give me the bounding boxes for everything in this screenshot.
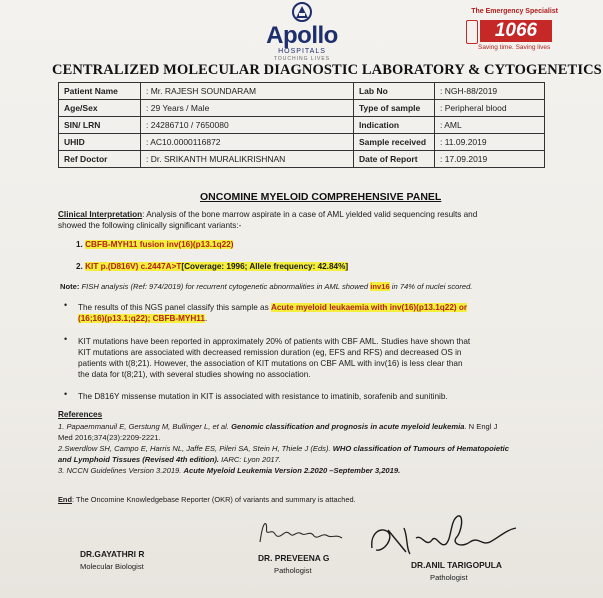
- note-text-a: FISH analysis (Ref: 974/2019) for recurrent cytogenetic abnormalities in AML showed: [81, 282, 369, 291]
- field-label: Indication: [353, 117, 434, 134]
- bullet-1-highlight: Acute myeloid leukaemia with inv(16)(p13.1q22) or: [270, 303, 468, 312]
- signature-preveena: [256, 518, 346, 546]
- patient-row: [59, 151, 545, 168]
- bullet-dot: •: [64, 334, 68, 344]
- reference-2-publisher: IARC: Lyon 2017.: [221, 455, 281, 464]
- end-note-text: : The Oncomine Knowledgebase Reporter (OKR) of variants and summary is attached.: [71, 495, 356, 504]
- bullet-2-line-1: KIT mutations have been reported in approximately 20% of patients with CBF AML. Studies have shown that: [78, 337, 471, 346]
- field-value: : Dr. SRIKANTH MURALIKRISHNAN: [141, 151, 354, 168]
- bullet-1-end: .: [204, 314, 208, 323]
- bullet-2-line-4: the data for t(8;21), with several studies showing no association.: [78, 370, 311, 379]
- emergency-badge: [466, 8, 558, 54]
- apollo-emblem-icon: [288, 2, 316, 26]
- field-value: : 11.09.2019: [434, 134, 544, 151]
- bullet-dot: •: [64, 389, 68, 399]
- interpretation-line-2: showed the following clinically significant variants:-: [58, 221, 242, 230]
- lab-title: CENTRALIZED MOLECULAR DIAGNOSTIC LABORATORY & CYTOGENETICS: [52, 62, 602, 78]
- reference-2-authors: 2.Swerdlow SH, Campo E, Harris NL, Jaffe ES, Pileri SA, Stein H, Thiele J (Eds).: [58, 444, 331, 453]
- emergency-number: 1066: [480, 20, 552, 42]
- signatory-3-name: DR.ANIL TARIGOPULA: [411, 560, 502, 570]
- patient-row: [59, 117, 545, 134]
- reference-1-line-1: [58, 421, 497, 432]
- patient-row: [59, 83, 545, 100]
- end-note: [58, 494, 356, 505]
- signatory-2-role: Pathologist: [274, 566, 312, 575]
- bullet-3: The D816Y missense mutation in KIT is associated with resistance to imatinib, sorafenib and sunitinib.: [78, 392, 448, 401]
- note-text-b: in 74% of nuclei scored.: [391, 282, 473, 291]
- end-note-label: End: [58, 495, 72, 504]
- field-label: Sample received: [353, 134, 434, 151]
- note-highlight: inv16: [370, 282, 390, 291]
- bullet-1: [78, 302, 568, 324]
- logo-tagline: TOUCHING LIVES: [273, 56, 331, 62]
- patient-row: [59, 100, 545, 117]
- field-value: : 29 Years / Male: [141, 100, 354, 117]
- variant-1: [76, 239, 233, 250]
- logo-sub: HOSPITALS: [278, 48, 326, 55]
- bullet-dot: •: [64, 300, 68, 310]
- reference-2-title: WHO classification of Tumours of Hematopoietic: [332, 444, 509, 453]
- field-value: : AC10.0000116872: [141, 134, 354, 151]
- field-value: : Peripheral blood: [434, 100, 544, 117]
- field-label: Type of sample: [353, 100, 434, 117]
- interpretation-label: Clinical Interpretation: [58, 210, 143, 219]
- reference-1-line-2: Med 2016;374(23):2209-2221.: [58, 433, 161, 442]
- field-label: SIN/ LRN: [59, 117, 141, 134]
- reference-1-journal: . N Engl J: [464, 422, 498, 431]
- references-title: References: [58, 410, 103, 419]
- logo-word: Apollo: [266, 22, 338, 49]
- patient-row: [59, 134, 545, 151]
- signatory-2-name: DR. PREVEENA G: [258, 553, 330, 563]
- reference-2-title-2: and Lymphoid Tissues (Revised 4th edition).: [58, 455, 220, 464]
- reference-3-b: Acute Myeloid Leukemia Version 2.2020 –September 3,2019.: [183, 466, 401, 475]
- variant-2-coverage: [Coverage: 1996; Allele frequency: 42.84%]: [181, 262, 349, 271]
- field-label: Age/Sex: [59, 100, 141, 117]
- signatory-1-role: Molecular Biologist: [80, 562, 144, 571]
- apollo-logo: [262, 2, 342, 60]
- panel-title: ONCOMINE MYELOID COMPREHENSIVE PANEL: [200, 191, 442, 203]
- field-value: : AML: [434, 117, 544, 134]
- bullet-1-text: The results of this NGS panel classify this sample as: [78, 303, 269, 312]
- reference-3: [58, 465, 400, 476]
- field-label: Ref Doctor: [59, 151, 141, 168]
- variant-2-number: 2.: [76, 262, 83, 271]
- reference-2-line-2: [58, 454, 281, 465]
- patient-info-table: [58, 82, 545, 168]
- signatory-3-role: Pathologist: [430, 573, 468, 582]
- field-value: : Mr. RAJESH SOUNDARAM: [141, 83, 354, 100]
- fish-note: [60, 281, 472, 292]
- note-label: Note:: [60, 282, 80, 291]
- interpretation-line-1: [58, 209, 558, 220]
- field-label: UHID: [59, 134, 141, 151]
- signature-anil: [366, 508, 526, 568]
- field-label: Lab No: [353, 83, 434, 100]
- reference-1-title: Genomic classification and prognosis in acute myeloid leukemia: [231, 422, 465, 431]
- interpretation-text-1: : Analysis of the bone marrow aspirate in a case of AML yielded valid sequencing results and: [142, 210, 478, 219]
- phone-icon: [466, 20, 478, 44]
- field-label: Patient Name: [59, 83, 141, 100]
- bullet-2-line-2: KIT mutations are associated with decreased remission duration (eg, EFS and RFS) and decreased OS in: [78, 348, 462, 357]
- reference-1-authors: 1. Papaemmanuil E, Gerstung M, Bullinger L, et al.: [58, 422, 229, 431]
- variant-2: [76, 261, 348, 272]
- field-value: : 24286710 / 7650080: [141, 117, 354, 134]
- bullet-1-highlight-2: (16;16)(p13.1;q22); CBFB-MYH11: [78, 314, 205, 323]
- reference-3-a: 3. NCCN Guidelines Version 3.2019.: [58, 466, 182, 475]
- field-label: Date of Report: [353, 151, 434, 168]
- field-value: : 17.09.2019: [434, 151, 544, 168]
- signatory-1-name: DR.GAYATHRI R: [80, 549, 145, 559]
- field-value: : NGH-88/2019: [434, 83, 544, 100]
- emergency-top-text: The Emergency Specialist: [471, 8, 558, 15]
- variant-1-number: 1.: [76, 240, 83, 249]
- variant-2-gene: KIT p.(D816V) c.2447A>T: [85, 262, 182, 271]
- reference-2-line-1: [58, 443, 509, 454]
- emergency-tagline: Saving time. Saving lives: [478, 44, 551, 51]
- bullet-2-line-3: patients with t(8;21). However, the association of KIT mutations on CBF AML with inv(16) is less clear than: [78, 359, 463, 368]
- variant-1-text: CBFB-MYH11 fusion inv(16)(p13.1q22): [85, 240, 234, 249]
